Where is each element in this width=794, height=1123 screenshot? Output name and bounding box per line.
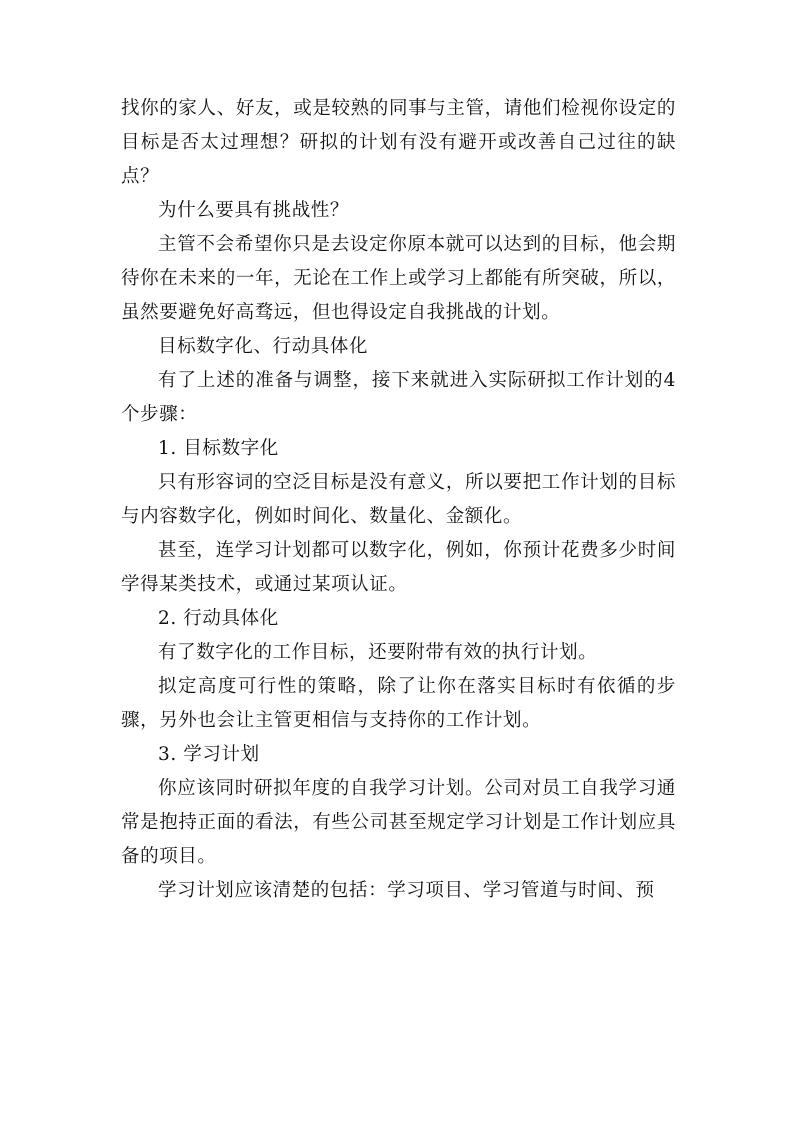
paragraph: 只有形容词的空泛目标是没有意义，所以要把工作计划的目标与内容数字化，例如时间化、数量化、金额化。 <box>121 472 676 527</box>
subheading-quantify: 目标数字化、行动具体化 <box>158 336 369 357</box>
paragraph: 有了上述的准备与调整，接下来就进入实际研拟工作计划的4个步骤： <box>121 370 676 425</box>
step-heading-1: 1. 目标数字化 <box>158 438 279 459</box>
paragraph: 你应该同时研拟年度的自我学习计划。公司对员工自我学习通常是抱持正面的看法，有些公司甚至规定学习计划是工作计划应具备的项目。 <box>121 778 676 867</box>
step-heading-3: 3. 学习计划 <box>158 744 260 765</box>
step-heading-2: 2. 行动具体化 <box>158 608 279 629</box>
paragraph: 有了数字化的工作目标，还要附带有效的执行计划。 <box>158 642 598 663</box>
paragraph: 拟定高度可行性的策略，除了让你在落实目标时有依循的步骤，另外也会让主管更相信与支持你的工作计划。 <box>121 676 676 731</box>
subheading-challenge: 为什么要具有挑战性？ <box>158 200 350 221</box>
paragraph: 主管不会希望你只是去设定你原本就可以达到的目标，他会期待你在未来的一年，无论在工作上或学习上都能有所突破，所以，虽然要避免好高骛远，但也得设定自我挑战的计划。 <box>121 234 676 323</box>
paragraph-continuation: 找你的家人、好友，或是较熟的同事与主管，请他们检视你设定的目标是否太过理想？研拟的计划有没有避开或改善自己过往的缺点？ <box>121 98 676 187</box>
body-text <box>121 92 676 908</box>
paragraph-truncated: 学习计划应该清楚的包括：学习项目、学习管道与时间、预 <box>158 880 655 901</box>
paragraph: 甚至，连学习计划都可以数字化，例如，你预计花费多少时间学得某类技术，或通过某项认证。 <box>121 540 676 595</box>
